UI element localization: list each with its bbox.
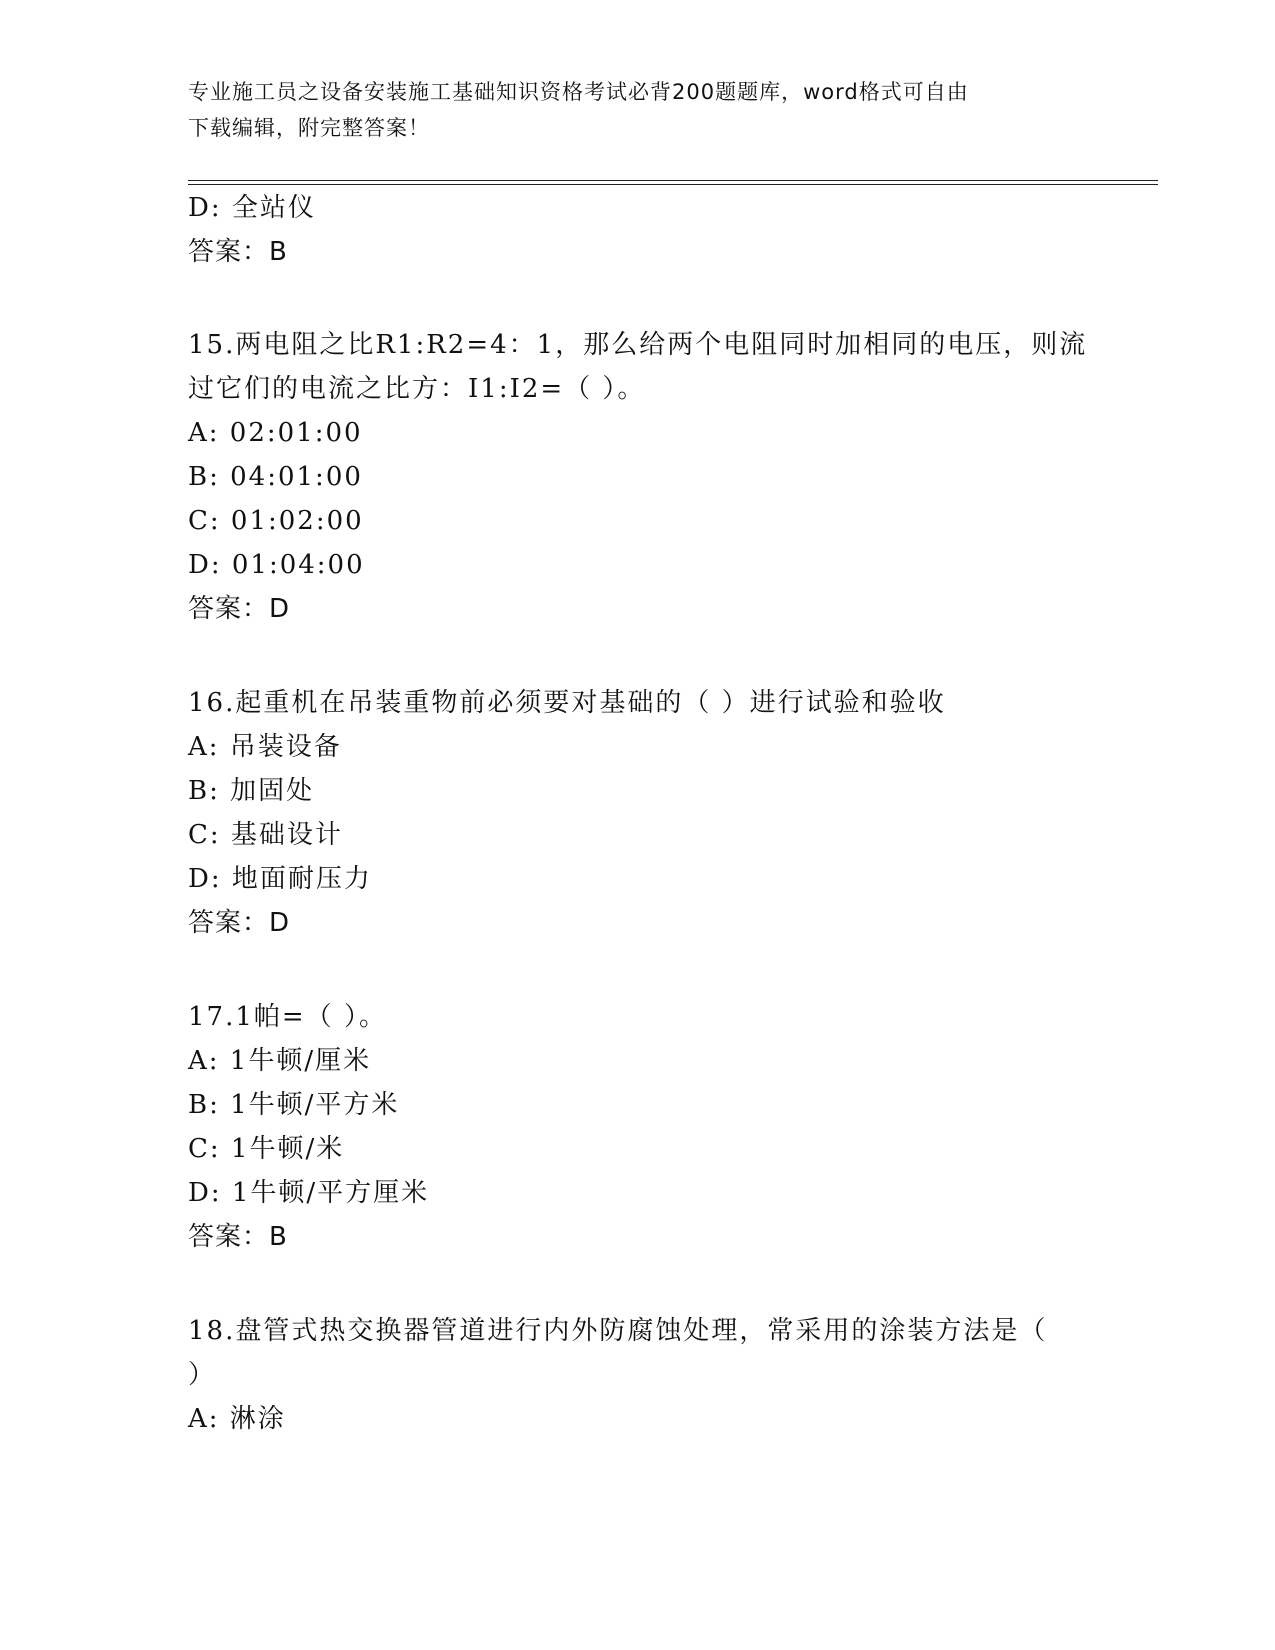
header-divider-top — [188, 180, 1158, 181]
question-stem-cont: 过它们的电流之比方：I1:I2=（ ）。 — [188, 374, 646, 404]
answer-line: 答案：D — [188, 908, 291, 938]
header-divider-bottom — [188, 184, 1158, 185]
option-b: B: 加固处 — [188, 776, 315, 806]
answer-line: 答案：B — [188, 237, 288, 267]
option-d: D: 全站仪 — [188, 193, 316, 223]
option-a: A: 02:01:00 — [188, 418, 363, 448]
option-d: D: 01:04:00 — [188, 550, 365, 580]
question-stem-cont: ） — [188, 1360, 217, 1390]
question-stem: 17.1帕=（ ）。 — [188, 1002, 387, 1032]
option-d: D: 地面耐压力 — [188, 864, 372, 894]
option-d: D: 1牛顿/平方厘米 — [188, 1178, 430, 1208]
answer-line: 答案：B — [188, 1222, 288, 1252]
question-stem: 16.起重机在吊装重物前必须要对基础的（ ）进行试验和验收 — [188, 688, 946, 718]
option-c: C: 基础设计 — [188, 820, 343, 850]
header-line-2: 下载编辑，附完整答案！ — [188, 116, 430, 140]
question-stem: 18.盘管式热交换器管道进行内外防腐蚀处理，常采用的涂装方法是（ — [188, 1316, 1048, 1346]
header-line-1: 专业施工员之设备安装施工基础知识资格考试必背200题题库，word格式可自由 — [188, 80, 969, 104]
document-header — [188, 74, 1068, 146]
question-stem: 15.两电阻之比R1:R2=4：1，那么给两个电阻同时加相同的电压，则流 — [188, 330, 1088, 360]
option-b: B: 1牛顿/平方米 — [188, 1090, 400, 1120]
option-a: A: 淋涂 — [188, 1404, 286, 1434]
option-a: A: 吊装设备 — [188, 732, 342, 762]
answer-line: 答案：D — [188, 594, 291, 624]
option-c: C: 01:02:00 — [188, 506, 364, 536]
option-c: C: 1牛顿/米 — [188, 1134, 345, 1164]
option-a: A: 1牛顿/厘米 — [188, 1046, 372, 1076]
option-b: B: 04:01:00 — [188, 462, 363, 492]
